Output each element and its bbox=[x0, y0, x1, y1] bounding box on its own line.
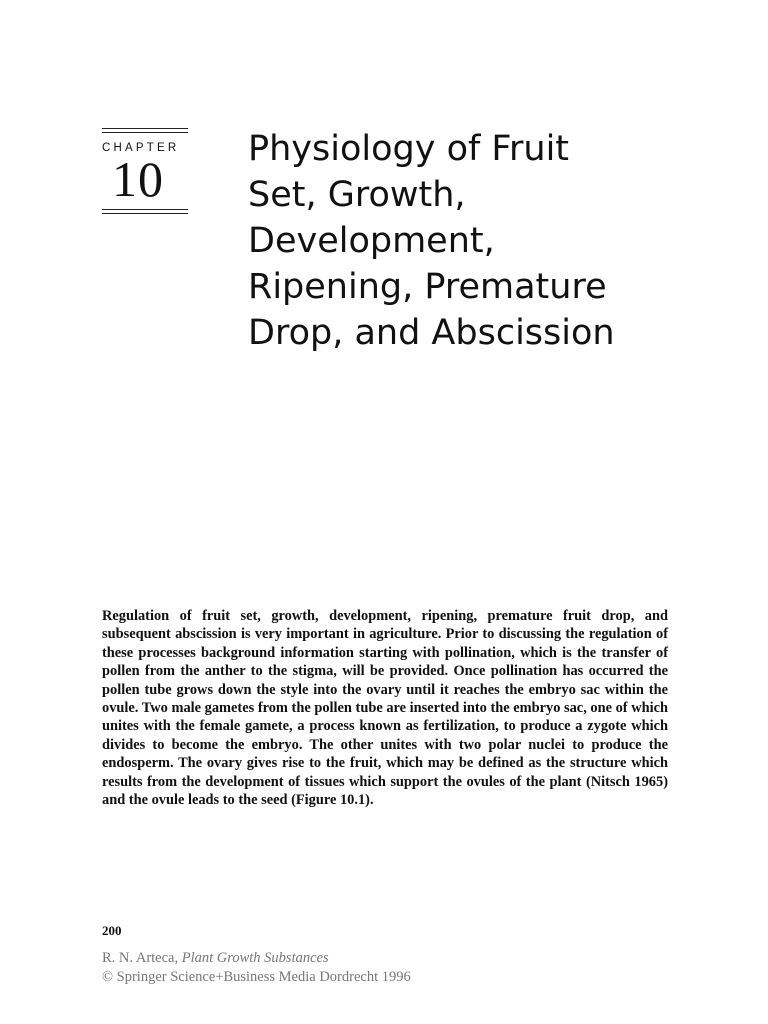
chapter-title-line: Physiology of Fruit bbox=[248, 129, 570, 169]
top-double-rule bbox=[102, 128, 188, 133]
author-name: R. N. Arteca, bbox=[102, 950, 179, 966]
chapter-title-line: Drop, and Abscission bbox=[248, 313, 615, 353]
intro-paragraph: Regulation of fruit set, growth, development, ripening, premature fruit drop, and subsequent abscission is very important in agriculture. Prior to discussing the regulation of these processes background information starting with pollination, which is the transfer of pollen from the anther to the stigma, will be provided. Once pollination has occurred the pollen tube grows down the style into the ovary until it reaches the embryo sac within the ovule. Two male gametes from the pollen tube are inserted into the embryo sac, one of which unites with the female gamete, a process known as fertilization, to produce a zygote which divides to become the embryo. The other unites with two polar nuclei to produce the endosperm. The ovary gives rise to the fruit, which may be defined as the structure which results from the development of tissues which support the ovules of the plant (Nitsch 1965) and the ovule leads to the seed (Figure 10.1). bbox=[102, 608, 668, 809]
chapter-number: 10 bbox=[112, 151, 164, 207]
publication-credit bbox=[102, 949, 411, 987]
citation-line bbox=[102, 949, 411, 968]
chapter-title-line: Ripening, Premature bbox=[248, 267, 607, 307]
chapter-title bbox=[248, 126, 718, 356]
chapter-title-line: Development, bbox=[248, 221, 495, 261]
book-title: Plant Growth Substances bbox=[181, 950, 329, 966]
chapter-title-line: Set, Growth, bbox=[248, 175, 466, 215]
page-number: 200 bbox=[102, 923, 122, 938]
chapter-label: CHAPTER bbox=[102, 142, 180, 154]
chapter-heading-block bbox=[102, 128, 188, 214]
copyright-line: © Springer Science+Business Media Dordrecht 1996 bbox=[102, 969, 411, 985]
bottom-double-rule bbox=[102, 209, 188, 214]
